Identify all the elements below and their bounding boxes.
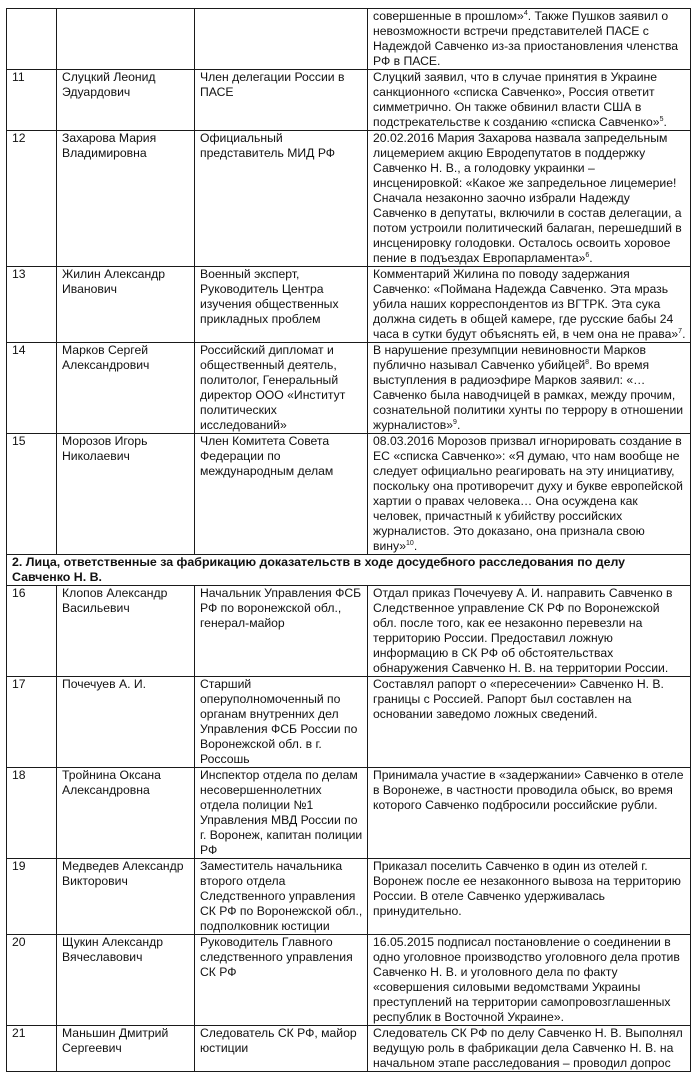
cell-position: Член Комитета Совета Федерации по международным делам bbox=[195, 434, 368, 555]
table-row bbox=[7, 677, 691, 768]
cell-number: 17 bbox=[7, 677, 57, 768]
table-row bbox=[7, 343, 691, 434]
cell-statement: Составлял рапорт о «пересечении» Савченко Н. В. границы с Россией. Рапорт был составлен на основании заведомо ложных сведений. bbox=[368, 677, 691, 768]
cell-position: Официальный представитель МИД РФ bbox=[195, 131, 368, 267]
table-row bbox=[7, 935, 691, 1026]
cell-number: 18 bbox=[7, 768, 57, 859]
cell-position: Следователь СК РФ, майор юстиции bbox=[195, 1026, 368, 1072]
footnote-ref[interactable]: 10 bbox=[406, 539, 414, 547]
cell-name: Щукин Александр Вячеславович bbox=[57, 935, 195, 1026]
cell-position: Руководитель Главного следственного управления СК РФ bbox=[195, 935, 368, 1026]
cell-name bbox=[57, 9, 195, 70]
cell-position: Военный эксперт, Руководитель Центра изучения общественных прикладных проблем bbox=[195, 267, 368, 343]
cell-number: 16 bbox=[7, 586, 57, 677]
cell-number: 19 bbox=[7, 859, 57, 935]
cell-number: 15 bbox=[7, 434, 57, 555]
cell-statement: Комментарий Жилина по поводу задержания Савченко: «Поймана Надежда Савченко. Эта мразь убила наших корреспондентов из ВГТРК. Эта сука должна сидеть в общей камере, где русские бабы 24 часа в сутки будут объяснять ей, в чем она не права»$^7$. bbox=[368, 267, 691, 343]
cell-number: 21 bbox=[7, 1026, 57, 1072]
cell-number: 11 bbox=[7, 70, 57, 131]
cell-name: Жилин Александр Иванович bbox=[57, 267, 195, 343]
footnote-ref[interactable]: 7 bbox=[678, 327, 683, 335]
cell-name: Клопов Александр Васильевич bbox=[57, 586, 195, 677]
footnote-ref[interactable]: 8 bbox=[585, 358, 590, 366]
footnote-ref[interactable]: 5 bbox=[659, 115, 664, 123]
cell-statement: Отдал приказ Почечуеву А. И. направить Савченко в Следственное управление СК РФ по Воронежской обл. после того, как ее незаконно перевезли на территорию России. Предоставил ложную информацию в СК РФ об обстоятельствах обнаружения Савченко Н. В. на территории России. bbox=[368, 586, 691, 677]
cell-position bbox=[195, 9, 368, 70]
cell-position: Заместитель начальника второго отдела Следственного управления СК РФ по Воронежской обл., подполковник юстиции bbox=[195, 859, 368, 935]
cell-name: Слуцкий Леонид Эдуардович bbox=[57, 70, 195, 131]
cell-name: Марков Сергей Александрович bbox=[57, 343, 195, 434]
table-row bbox=[7, 859, 691, 935]
cell-name: Морозов Игорь Николаевич bbox=[57, 434, 195, 555]
table-row bbox=[7, 70, 691, 131]
cell-position: Инспектор отдела по делам несовершеннолетних отдела полиции №1 Управления МВД России по г. Воронеж, капитан полиции РФ bbox=[195, 768, 368, 859]
footnote-ref[interactable]: 9 bbox=[453, 418, 457, 426]
cell-statement: совершенные в прошлом»$^4$. Также Пушков заявил о невозможности встречи представителей ПАСЕ с Надеждой Савченко из-за приостановления членства РФ в ПАСЕ. bbox=[368, 9, 691, 70]
cell-name: Тройнина Оксана Александровна bbox=[57, 768, 195, 859]
cell-name: Почечуев А. И. bbox=[57, 677, 195, 768]
table-row-continuation bbox=[7, 9, 691, 70]
cell-name: Захарова Мария Владимировна bbox=[57, 131, 195, 267]
cell-position: Член делегации России в ПАСЕ bbox=[195, 70, 368, 131]
table-row bbox=[7, 768, 691, 859]
table-row bbox=[7, 131, 691, 267]
cell-statement: В нарушение презумпции невиновности Марков публично называл Савченко убийцей$^8$. Во время выступления в радиоэфире Марков заявил: «…Савченко была наводчицей в рамках, между прочим, сознательной политики хунты по террору в отношении журналистов»$^9$. bbox=[368, 343, 691, 434]
cell-position: Российский дипломат и общественный деятель, политолог, Генеральный директор ООО «Институт политических исследований» bbox=[195, 343, 368, 434]
table-row bbox=[7, 434, 691, 555]
sanctions-list-table bbox=[6, 8, 691, 1072]
cell-statement: 08.03.2016 Морозов призвал игнорировать создание в ЕС «списка Савченко»: «Я думаю, что нам вообще не следует официально реагировать на эту инициативу, поскольку она противоречит духу и букве европейской хартии о правах человека… Она осуждена как человек, причастный к убийству российских журналистов. Это доказано, она признала свою вину»$^{10}$. bbox=[368, 434, 691, 555]
cell-statement: 16.05.2015 подписал постановление о соединении в одно уголовное производство уголовного дела против Савченко Н. В. и уголовного дела по факту «совершения силовыми ведомствами Украины преступлений на территории самопровозглашенных республик в Восточной Украине». bbox=[368, 935, 691, 1026]
table-row bbox=[7, 1026, 691, 1072]
cell-number bbox=[7, 9, 57, 70]
cell-position: Старший оперуполномоченный по органам внутренних дел Управления ФСБ России по Воронежской обл. в г. Россошь bbox=[195, 677, 368, 768]
cell-statement: Принимала участие в «задержании» Савченко в отеле в Воронеже, в частности проводила обыск, во время которого Савченко подбросили российские рубли. bbox=[368, 768, 691, 859]
cell-position: Начальник Управления ФСБ РФ по воронежской обл., генерал-майор bbox=[195, 586, 368, 677]
cell-statement: Следователь СК РФ по делу Савченко Н. В. Выполнял ведущую роль в фабрикации дела Савченко Н. В. на начальном этапе расследования – проводил допрос bbox=[368, 1026, 691, 1072]
cell-statement: 20.02.2016 Мария Захарова назвала запредельным лицемерием акцию Евродепутатов в поддержку Савченко Н. В., а голодовку украинки – инсценировкой: «Какое же запредельное лицемерие! Сначала незаконно заочно избрали Надежду Савченко в депутаты, включили в состав делегации, а потом устроили политический балаган, перешедший в инсценировку голодовки. Осталось освоить хоровое пение в подъездах Европарламента»$^6$. bbox=[368, 131, 691, 267]
cell-name: Медведев Александр Викторович bbox=[57, 859, 195, 935]
table-row bbox=[7, 586, 691, 677]
table-row bbox=[7, 267, 691, 343]
section-header-row bbox=[7, 555, 691, 586]
cell-statement: Приказал поселить Савченко в один из отелей г. Воронеж после ее незаконного вывоза на территорию России. В отеле Савченко удерживалась принудительно. bbox=[368, 859, 691, 935]
cell-number: 12 bbox=[7, 131, 57, 267]
cell-statement: Слуцкий заявил, что в случае принятия в Украине санкционного «списка Савченко», Россия ответит симметрично. Он также обвинил власти США в подстрекательстве к созданию «списка Савченко»$^5$. bbox=[368, 70, 691, 131]
cell-number: 14 bbox=[7, 343, 57, 434]
footnote-ref[interactable]: 6 bbox=[585, 251, 590, 259]
cell-name: Маньшин Дмитрий Сергеевич bbox=[57, 1026, 195, 1072]
cell-number: 20 bbox=[7, 935, 57, 1026]
section-header: 2. Лица, ответственные за фабрикацию доказательств в ходе досудебного расследования по делу Савченко Н. В. bbox=[7, 555, 691, 586]
footnote-ref[interactable]: 4 bbox=[523, 9, 528, 17]
cell-number: 13 bbox=[7, 267, 57, 343]
